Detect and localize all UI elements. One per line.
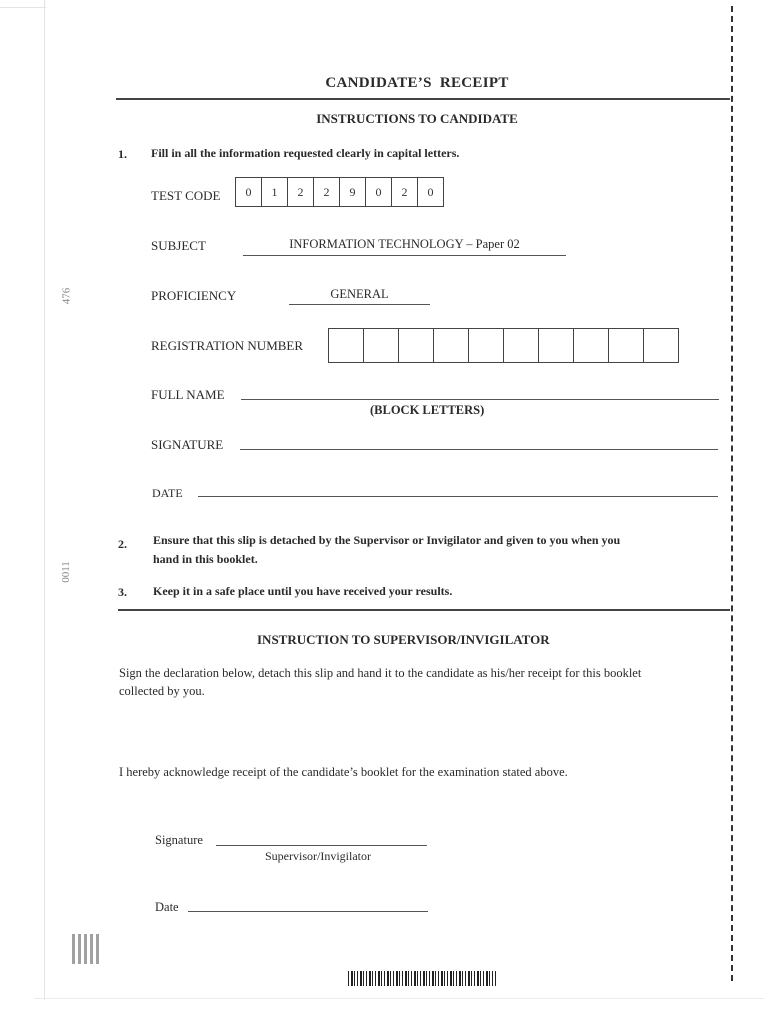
- test-code-digit-box: 2: [287, 177, 314, 207]
- test-code-digit-box: 2: [313, 177, 340, 207]
- registration-digit-box[interactable]: [643, 328, 679, 363]
- margin-number: 476: [60, 287, 73, 305]
- registration-digit-box[interactable]: [608, 328, 644, 363]
- proficiency-value: GENERAL: [289, 287, 430, 305]
- registration-digit-box[interactable]: [328, 328, 364, 363]
- instruction-text: Ensure that this slip is detached by the Supervisor or Invigilator and given to you when you: [153, 533, 621, 547]
- test-code-label: TEST CODE: [151, 188, 221, 203]
- supervisor-date-label: Date: [155, 900, 179, 914]
- instruction-text: Fill in all the information requested clearly in capital letters.: [151, 146, 460, 160]
- registration-digit-box[interactable]: [573, 328, 609, 363]
- page-title: CANDIDATE’S RECEIPT: [325, 75, 509, 91]
- block-letters-note: (BLOCK LETTERS): [370, 403, 485, 417]
- divider: [118, 609, 730, 611]
- test-code-digit-box: 0: [365, 177, 392, 207]
- signature-field[interactable]: [240, 449, 718, 450]
- barcode-image: [348, 971, 496, 986]
- instruction-text: Keep it in a safe place until you have received your results.: [153, 584, 453, 598]
- instruction-text: hand in this booklet.: [153, 552, 258, 566]
- subject-label: SUBJECT: [151, 238, 206, 253]
- acknowledgement-text: I hereby acknowledge receipt of the candidate’s booklet for the examination stated above.: [119, 765, 568, 779]
- supervisor-date-field[interactable]: [188, 911, 428, 912]
- date-label: DATE: [152, 486, 183, 500]
- test-code-digit-box: 9: [339, 177, 366, 207]
- qr-code-image: [72, 934, 102, 964]
- registration-digit-box[interactable]: [433, 328, 469, 363]
- supervisor-heading: INSTRUCTION TO SUPERVISOR/INVIGILATOR: [257, 632, 550, 647]
- page-edge: [44, 0, 45, 1000]
- perforation-line: [731, 6, 733, 981]
- registration-digit-box[interactable]: [468, 328, 504, 363]
- registration-number-boxes: [329, 328, 679, 363]
- item-number: 2.: [118, 537, 127, 551]
- date-field[interactable]: [198, 496, 718, 497]
- test-code-boxes: [236, 177, 444, 207]
- registration-digit-box[interactable]: [538, 328, 574, 363]
- subject-value: INFORMATION TECHNOLOGY – Paper 02: [243, 237, 566, 256]
- signature-label: SIGNATURE: [151, 437, 224, 452]
- registration-number-label: REGISTRATION NUMBER: [151, 338, 304, 353]
- registration-digit-box[interactable]: [363, 328, 399, 363]
- test-code-digit-box: 0: [417, 177, 444, 207]
- supervisor-instruction: Sign the declaration below, detach this slip and hand it to the candidate as his/her receipt for this booklet: [119, 666, 642, 680]
- supervisor-caption: Supervisor/Invigilator: [265, 849, 371, 863]
- registration-digit-box[interactable]: [503, 328, 539, 363]
- registration-digit-box[interactable]: [398, 328, 434, 363]
- test-code-digit-box: 1: [261, 177, 288, 207]
- test-code-digit-box: 2: [391, 177, 418, 207]
- item-number: 3.: [118, 585, 127, 599]
- divider: [116, 98, 730, 100]
- test-code-digit-box: 0: [235, 177, 262, 207]
- proficiency-label: PROFICIENCY: [151, 288, 237, 303]
- item-number: 1.: [118, 147, 127, 161]
- section-heading: INSTRUCTIONS TO CANDIDATE: [316, 111, 518, 126]
- supervisor-signature-field[interactable]: [216, 845, 427, 846]
- full-name-label: FULL NAME: [151, 387, 225, 402]
- page-edge: [0, 7, 46, 8]
- full-name-field[interactable]: [241, 399, 719, 400]
- margin-number: 0011: [59, 561, 72, 583]
- page-edge: [34, 998, 764, 999]
- supervisor-instruction: collected by you.: [119, 684, 205, 698]
- supervisor-signature-label: Signature: [155, 833, 203, 847]
